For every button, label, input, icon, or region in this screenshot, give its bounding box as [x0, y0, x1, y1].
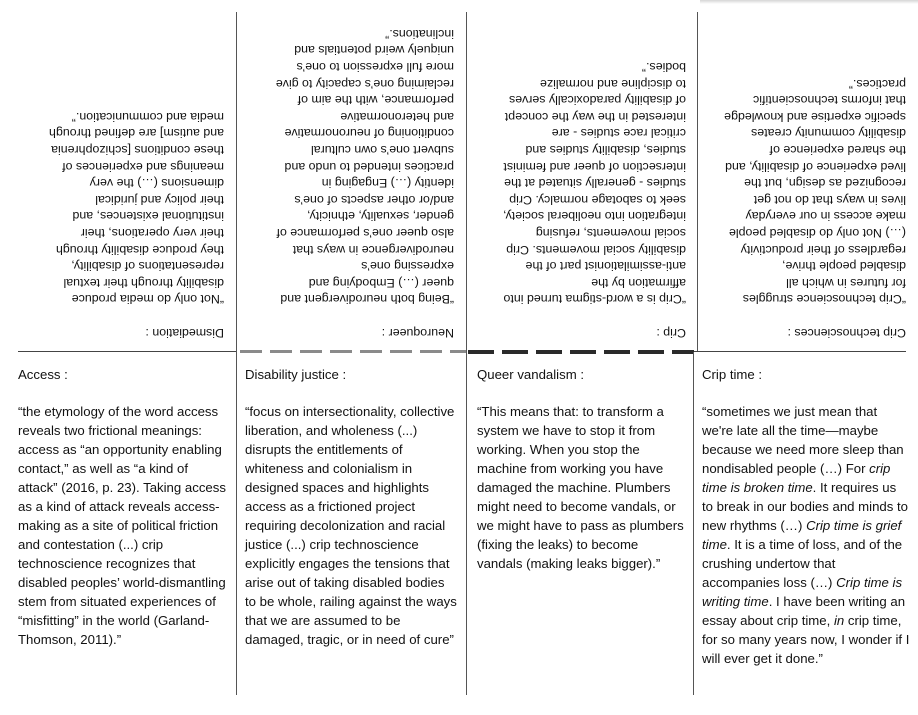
term-quote: “Not only do media produce disability through their textual representations of disability, they produce disability through their very operations, their institutional existences, and their policy and juridical dimensions (…) the very meanings and experiences of these conditions [schizophrenia and autism] are defined through media and communication.” [49, 109, 224, 307]
term-quote: “the etymology of the word access reveals two frictional meanings: access as “an opportunity enabling contact,” as well as “a kind of attack” (2016, p. 23). Taking access as a kind of attack reveals access-making as a site of political friction and contestation (...) crip technoscience recognizes that disabled peoples’ world-dismantling stem from situated experiences of “misfitting” in the world (Garland-Thomson, 2011).” [18, 404, 226, 647]
entry-disability-justice [236, 352, 466, 715]
term-quote: “sometimes we just mean that we're late all the time—maybe because we need more sleep than nondisabled people (…) For crip time is broken time. It requires us to break in our bodies and minds to new rhythms (…) Crip time is grief time. It is a time of loss, and of the crushing undertow that accompanies loss (…) Crip time is writing time. I have been writing an essay about crip time, in crip time, for so many years now, I wonder if I will ever get it done.” [702, 404, 910, 666]
term-label: Crip time : [702, 367, 763, 382]
top-half-inverted [0, 0, 918, 352]
term-label: Access : [18, 367, 68, 382]
column-divider [697, 12, 698, 352]
column-divider [466, 12, 467, 352]
entry-crip [466, 0, 698, 352]
term-quote: “Crip is a word-stigma turned into affirmation by the anti-assimilationist part of the disability social movements. Crip social movements, refusing integration into neoliberal society, seek to sabotage normalcy. Crip studies - generally situated at the intersection of queer and feminist studies, disability studies and critical race studies - are interested in the way the concept of disability paradoxically serves to discipline and normalize bodies.” [503, 60, 686, 307]
column-divider [466, 352, 467, 695]
term-quote: “focus on intersectionality, collective liberation, and wholeness (...) disrupts the entitlements of whiteness and colonialism in designed spaces and highlights access as a frictioned project requiring decolonization and racial justice (...) crip technoscience explicitly engages the tensions that arise out of taking disabled bodies to be whole, railing against the ways that we are assumed to be damaged, tragic, or in need of cure” [245, 404, 457, 647]
term-label: Disability justice : [245, 367, 347, 382]
entry-crip-technosciences [698, 0, 918, 352]
entry-dismediation [0, 0, 236, 352]
term-quote: “Being both neurodivergent and queer (…) Embodying and expressing one’s neurodivergence in ways that also queer one’s performance of gender, sexuality, ethnicity, and/or other aspects of one’s identity (…) Engaging in practices intended to undo and subvert one’s own cultural conditioning of neuronormative and heteronormative performance, with the aim of reclaiming one’s capacity to give more full expression to one’s uniquely weird potentials and inclinations.” [275, 26, 454, 307]
term-quote: “This means that: to transform a system we have to stop it from working. When you stop the machine from working you have damaged the machine. Plumbers might need to become vandals, or we might have to pass as plumbers (fixing the leaks) to become vandals (making leaks bigger).” [477, 404, 684, 571]
entry-queer-vandalism [468, 352, 694, 715]
entry-crip-time [693, 352, 918, 715]
term-label: Dismediation : [145, 326, 224, 340]
term-label: Neuroqueer : [381, 326, 454, 340]
column-divider [236, 12, 237, 352]
term-label: Crip technosciences : [787, 326, 906, 340]
column-divider [693, 352, 694, 695]
entry-neuroqueer [236, 0, 466, 352]
term-quote: “Crip technoscience struggles for futures in which all disabled people thrive, regardless of their productivity (…) Not only do disabled people make access in our everyday lives in ways that do not get recognized as design, but the lived experience of disability, and the shared experience of disability community creates specific expertise and knowledge that informs technoscientific practices.” [724, 76, 906, 307]
term-label: Crip : [656, 326, 686, 340]
column-divider [236, 352, 237, 695]
entry-access [9, 352, 237, 715]
term-label: Queer vandalism : [477, 367, 585, 382]
